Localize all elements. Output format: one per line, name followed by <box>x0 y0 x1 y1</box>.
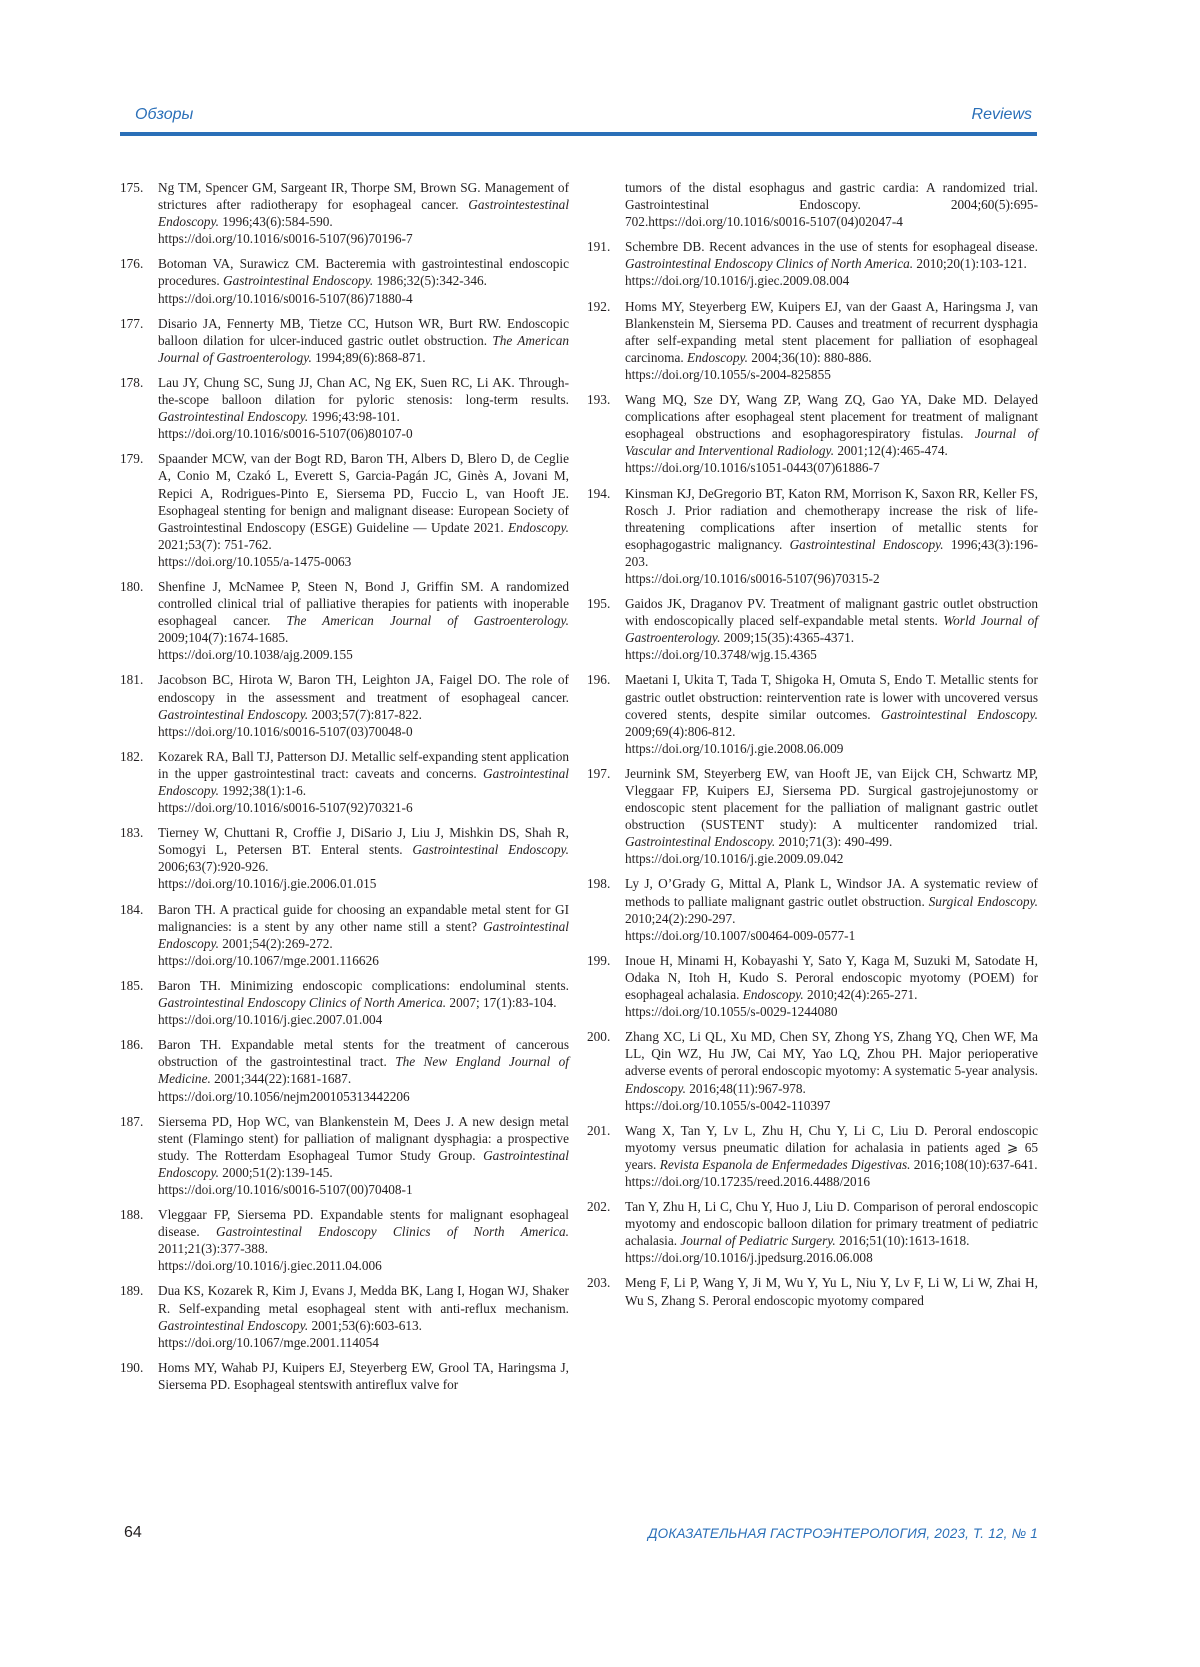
reference-item <box>120 374 569 442</box>
reference-item <box>587 765 1038 868</box>
reference-journal: Journal of Pediatric Surgery. <box>680 1233 836 1249</box>
page-number: 64 <box>124 1524 142 1541</box>
reference-citation: Tierney W, Chuttani R, Croffie J, DiSario J, Liu J, Mishkin DS, Shah R, Somogyi L, Petersen BT. Enteral stents. <box>158 825 569 858</box>
reference-journal: Gastrointestinal Endoscopy. <box>625 834 776 850</box>
reference-citation: Tan Y, Zhu H, Li C, Chu Y, Huo J, Liu D. Comparison of peroral endoscopic myotomy and endoscopic balloon dilation for primary treatment of pediatric achalasia. <box>625 1199 1038 1249</box>
reference-item <box>120 901 569 969</box>
reference-citation: Schembre DB. Recent advances in the use of stents for esophageal disease. <box>625 239 1038 255</box>
reference-doi-link[interactable]: https://doi.org/10.1016/j.giec.2007.01.004 <box>158 1012 383 1028</box>
reference-doi-link[interactable]: https://doi.org/10.1016/s0016-5107(03)70048-0 <box>158 723 413 739</box>
reference-item <box>587 875 1038 943</box>
reference-citation: Shenfine J, McNamee P, Steen N, Bond J, Griffin SM. A randomized controlled clinical trial of palliative therapies for patients with inoperable esophageal cancer. <box>158 578 569 629</box>
reference-journal: Endoscopy. <box>742 987 804 1003</box>
reference-details: 2011;21(3):377-388. <box>158 1241 268 1257</box>
reference-citation: Gaidos JK, Draganov PV. Treatment of malignant gastric outlet obstruction with endoscopically placed self-expandable metal stents. <box>625 596 1038 629</box>
reference-details: 2009;15(35):4365-4371. <box>723 630 855 646</box>
reference-doi-link[interactable]: https://doi.org/10.1055/s-0042-110397 <box>625 1097 831 1113</box>
reference-journal: Gastrointestinal Endoscopy. <box>158 1317 309 1333</box>
reference-details: 2001;53(6):603-613. <box>311 1317 422 1333</box>
header-section-en: Reviews <box>971 106 1032 123</box>
reference-doi-link[interactable]: https://doi.org/10.1016/j.gie.2009.09.042 <box>625 851 844 867</box>
reference-citation: Lau JY, Chung SC, Sung JJ, Chan AC, Ng EK, Suen RC, Li AK. Through-the-scope balloon dilation for pyloric stenosis: long-term results. <box>158 374 569 408</box>
reference-doi-link[interactable]: https://doi.org/10.1016/j.giec.2011.04.006 <box>158 1258 382 1274</box>
journal-issue: ДОКАЗАТЕЛЬНАЯ ГАСТРОЭНТЕРОЛОГИЯ, 2023, Т. 12, № 1 <box>647 1526 1038 1541</box>
reference-doi-link[interactable]: https://doi.org/10.1016/s0016-5107(04)02047-4 <box>648 214 903 230</box>
references-right-list <box>587 238 1038 1308</box>
reference-details: 2001;54(2):269-272. <box>222 935 333 951</box>
reference-journal: The New England Journal of Medicine. <box>158 1054 570 1087</box>
reference-details: 1994;89(6):868-871. <box>315 349 426 365</box>
reference-details: 2001;12(4):465-474. <box>837 443 948 459</box>
reference-doi-link[interactable]: https://doi.org/10.17235/reed.2016.4488/2016 <box>625 1173 870 1189</box>
reference-journal: Gastrointestinal Endoscopy. <box>222 273 374 289</box>
reference-number: 179. <box>120 451 144 467</box>
reference-journal: Gastrointestinal Endoscopy. <box>789 536 944 552</box>
reference-journal: Gastrointestinal Endoscopy Clinics of North America. <box>625 256 914 272</box>
reference-doi-link[interactable]: https://doi.org/10.1016/j.gie.2006.01.015 <box>158 876 377 892</box>
reference-citation: Ly J, O’Grady G, Mittal A, Plank L, Windsor JA. A systematic review of methods to palliate malignant gastric outlet obstruction. <box>625 876 1038 909</box>
reference-number: 181. <box>120 672 144 688</box>
reference-item <box>120 450 569 570</box>
reference-item <box>587 1122 1038 1190</box>
reference-number: 190. <box>120 1359 144 1375</box>
reference-continuation: tumors of the distal esophagus and gastric cardia: A randomized trial. Gastrointestinal Endoscopy. 2004;60(5):695-702.https://doi.org/10.1016/s0016-5107(04)02047-4 <box>625 180 1039 230</box>
reference-citation: Zhang XC, Li QL, Xu MD, Chen SY, Zhong YS, Zhang YQ, Chen WF, Ma LL, Qin WZ, Hu JW, Cai MY, Yao LQ, Zhou PH. Major perioperative adverse events of peroral endoscopic myotomy: A systematic 5-year analysis. <box>625 1029 1038 1079</box>
reference-citation: Homs MY, Steyerberg EW, Kuipers EJ, van der Gaast A, Haringsma J, van Blankenstein M, Siersema PD. Causes and treatment of recurrent dysphagia after self-expanding metal stent placement for palliation of esophageal carcinoma. <box>625 298 1038 365</box>
reference-number: 193. <box>587 392 611 408</box>
reference-details: 1996;43:98-101. <box>311 409 400 425</box>
reference-number: 199. <box>587 952 611 968</box>
reference-details: 2003;57(7):817-822. <box>311 706 422 722</box>
reference-journal: Gastrointestinal Endoscopy. <box>158 1147 570 1180</box>
reference-citation: Inoue H, Minami H, Kobayashi Y, Sato Y, Kaga M, Suzuki M, Satodate H, Odaka N, Itoh H, Kudo S. Peroral endoscopic myotomy (POEM) for esophageal achalasia. <box>625 952 1038 1003</box>
reference-citation: Wang X, Tan Y, Lv L, Zhu H, Chu Y, Li C, Liu D. Peroral endoscopic myotomy versus pneumatic dilation for achalasia in patients aged ⩾ 65 years. <box>625 1122 1038 1172</box>
reference-number: 196. <box>587 672 611 688</box>
reference-citation: Vleggaar FP, Siersema PD. Expandable stents for malignant esophageal disease. <box>158 1207 569 1240</box>
reference-journal: The American Journal of Gastroenterology. <box>286 613 570 629</box>
reference-journal: Endoscopy. <box>687 349 748 365</box>
reference-journal: Gastrointestinal Endoscopy. <box>158 409 309 425</box>
reference-number: 188. <box>120 1207 144 1223</box>
reference-doi-link[interactable]: https://doi.org/10.1067/mge.2001.114054 <box>158 1334 379 1350</box>
reference-doi-link[interactable]: https://doi.org/10.1016/j.gie.2008.06.009 <box>625 740 844 756</box>
reference-number: 194. <box>587 485 611 501</box>
reference-journal: Endoscopy. <box>508 519 569 535</box>
reference-number: 197. <box>587 765 611 781</box>
reference-number: 198. <box>587 876 611 892</box>
reference-doi-link[interactable]: https://doi.org/10.1016/j.jpedsurg.2016.06.008 <box>625 1250 873 1266</box>
reference-details: 1996;43(6):584-590. <box>222 214 333 230</box>
reference-journal: Journal of Vascular and Interventional Radiology. <box>625 426 1039 459</box>
reference-journal: Gastrointestinal Endoscopy Clinics of North America. <box>158 995 447 1011</box>
reference-details: 2010;20(1):103-121. <box>916 256 1027 272</box>
reference-item <box>120 671 569 739</box>
reference-item <box>120 748 569 816</box>
reference-journal: Gastrointestinal Endoscopy. <box>412 842 570 858</box>
reference-number: 191. <box>587 239 611 255</box>
reference-journal: The American Journal of Gastroenterology. <box>158 332 569 365</box>
reference-details: 2010;42(4):265-271. <box>807 987 918 1003</box>
reference-number: 195. <box>587 596 611 612</box>
reference-citation: Wang MQ, Sze DY, Wang ZP, Wang ZQ, Gao YA, Dake MD. Delayed complications after esophageal stent placement for treatment of malignant esophageal obstructions and esophagorespiratory fistulas. <box>625 392 1038 442</box>
reference-details: 1992;38(1):1-6. <box>222 783 307 798</box>
reference-doi-link[interactable]: https://doi.org/10.3748/wjg.15.4365 <box>625 647 817 663</box>
reference-journal: Gastrointestinal Endoscopy. <box>158 706 309 722</box>
reference-number: 200. <box>587 1029 611 1045</box>
reference-details: 2010;71(3): 490-499. <box>778 834 893 850</box>
reference-number: 192. <box>587 298 611 314</box>
reference-journal: Revista Espanola de Enfermedades Digestivas. <box>659 1156 911 1172</box>
reference-number: 202. <box>587 1199 611 1215</box>
reference-citation: Ng TM, Spencer GM, Sargeant IR, Thorpe SM, Brown SG. Management of strictures after radiotherapy for esophageal cancer. <box>158 180 569 213</box>
reference-item <box>587 391 1038 476</box>
reference-details: 2001;344(22):1681-1687. <box>214 1071 352 1087</box>
reference-item <box>120 315 569 366</box>
reference-item <box>587 595 1038 663</box>
reference-number: 186. <box>120 1037 144 1053</box>
reference-details: 2016;51(10):1613-1618. <box>839 1233 970 1249</box>
reference-item <box>120 824 569 892</box>
reference-item <box>587 1028 1038 1113</box>
reference-item <box>120 1282 569 1350</box>
reference-number: 203. <box>587 1275 611 1291</box>
reference-doi-link[interactable]: https://doi.org/10.1016/s0016-5107(96)70315-2 <box>625 570 880 586</box>
reference-citation: Homs MY, Wahab PJ, Kuipers EJ, Steyerberg EW, Grool TA, Haringsma J, Siersema PD. Esophageal stentswith antireflux valve for <box>158 1359 569 1392</box>
reference-journal: Gastrointestinal Endoscopy. <box>880 706 1039 722</box>
reference-item <box>120 1113 569 1198</box>
reference-journal: Gastrointestinal Endoscopy Clinics of North America. <box>216 1224 570 1240</box>
reference-details: 2006;63(7):920-926. <box>158 859 269 875</box>
reference-citation: Kozarek RA, Ball TJ, Patterson DJ. Metallic self-expanding stent application in the upper gastrointestinal tract: caveats and concerns. <box>158 748 569 781</box>
reference-item <box>587 485 1038 588</box>
reference-item <box>587 671 1038 756</box>
reference-journal: Gastrointestestinal Endoscopy. <box>158 197 570 230</box>
reference-doi-link[interactable]: https://doi.org/10.1056/nejm200105313442206 <box>158 1088 410 1104</box>
reference-details: 2010;24(2):290-297. <box>625 910 736 926</box>
reference-citation: Jacobson BC, Hirota W, Baron TH, Leighton JA, Faigel DO. The role of endoscopy in the assessment and treatment of esophageal cancer. <box>158 672 569 705</box>
reference-item <box>120 977 569 1028</box>
reference-item <box>120 255 569 306</box>
reference-number: 189. <box>120 1283 144 1299</box>
reference-citation: Baron TH. Minimizing endoscopic complications: endoluminal stents. <box>158 977 569 993</box>
reference-journal: Surgical Endoscopy. <box>928 893 1039 909</box>
reference-citation: Meng F, Li P, Wang Y, Ji M, Wu Y, Yu L, Niu Y, Lv F, Li W, Li W, Zhai H, Wu S, Zhang S. Peroral endoscopic myotomy compared <box>625 1275 1038 1308</box>
reference-doi-link[interactable]: https://doi.org/10.1016/s0016-5107(92)70321-6 <box>158 800 413 816</box>
reference-details: 1986;32(5):342-346. <box>376 273 487 289</box>
header-section-ru: Обзоры <box>135 106 194 123</box>
reference-journal: Gastrointestinal Endoscopy. <box>158 918 569 951</box>
reference-doi-link[interactable]: https://doi.org/10.1038/ajg.2009.155 <box>158 647 353 663</box>
reference-number: 187. <box>120 1113 144 1129</box>
reference-doi-link[interactable]: https://doi.org/10.1016/s0016-5107(86)71880-4 <box>158 290 413 306</box>
reference-item <box>120 1206 569 1274</box>
reference-doi-link[interactable]: https://doi.org/10.1055/s-0029-1244080 <box>625 1004 838 1020</box>
reference-item <box>587 238 1038 289</box>
reference-item <box>120 179 569 247</box>
reference-citation: Botoman VA, Surawicz CM. Bacteremia with gastrointestinal endoscopic procedures. <box>158 256 569 289</box>
reference-item <box>587 952 1038 1020</box>
reference-doi-link[interactable]: https://doi.org/10.1016/s0016-5107(00)70408-1 <box>158 1181 413 1197</box>
reference-citation: Jeurnink SM, Steyerberg EW, van Hooft JE, van Eijck CH, Schwartz MP, Vleggaar FP, Kuipers EJ, Siersema PD. Surgical gastrojejunostomy or endoscopic stent placement for the palliation of malignant gastric outlet obstruction (SUSTENT study): A multicenter randomized trial. <box>625 765 1038 833</box>
reference-citation: Dua KS, Kozarek R, Kim J, Evans J, Medda BK, Lang I, Hogan WJ, Shaker R. Self-expanding metal esophageal stent with anti-reflux mechanism. <box>158 1283 569 1316</box>
reference-number: 201. <box>587 1122 611 1138</box>
reference-doi-link[interactable]: https://doi.org/10.1055/s-2004-825855 <box>625 366 831 382</box>
reference-details: 2007; 17(1):83-104. <box>449 995 557 1011</box>
reference-item <box>587 1198 1038 1266</box>
reference-details: 2016;48(11):967-978. <box>689 1080 806 1096</box>
references-right-column <box>587 179 1038 1317</box>
reference-journal: Gastrointestinal Endoscopy. <box>158 765 569 798</box>
reference-citation: Spaander MCW, van der Bogt RD, Baron TH, Albers D, Blero D, de Ceglie A, Conio M, Czakó L, Everett S, Garcia-Pagán JC, Ginès A, Jovani M, Repici A, Rodrigues-Pinto E, Siersema PD, Fuccio L, van Hooft JE. Esophageal stenting for benign and malignant disease: European Society of Gastrointestinal Endoscopy (ESGE) Guideline — Update 2021. <box>158 451 569 535</box>
reference-doi-link[interactable]: https://doi.org/10.1007/s00464-009-0577-1 <box>625 927 856 943</box>
reference-details: 2004;36(10): 880-886. <box>751 349 872 365</box>
reference-number: 177. <box>120 315 144 331</box>
reference-citation: Baron TH. A practical guide for choosing an expandable metal stent for GI malignancies: is a stent by any other name still a stent? <box>158 901 569 934</box>
reference-citation: Maetani I, Ukita T, Tada T, Shigoka H, Omuta S, Endo T. Metallic stents for gastric outlet obstruction: reintervention rate is lower with uncovered versus covered stents, despite similar outcomes. <box>625 672 1038 722</box>
reference-number: 180. <box>120 578 144 594</box>
reference-journal: Endoscopy. <box>625 1080 686 1096</box>
reference-item <box>120 1359 569 1393</box>
reference-citation: Kinsman KJ, DeGregorio BT, Katon RM, Morrison K, Saxon RR, Keller FS, Rosch J. Prior radiation and chemotherapy increase the risk of life-threatening complications after insertion of metallic stents for esophagogastric malignancy. <box>625 485 1038 552</box>
reference-doi-link[interactable]: https://doi.org/10.1016/j.giec.2009.08.004 <box>625 273 850 289</box>
references-left-column <box>120 179 569 1401</box>
reference-number: 182. <box>120 748 144 764</box>
reference-citation: Siersema PD, Hop WC, van Blankenstein M, Dees J. A new design metal stent (Flamingo stent) for palliation of malignant dysphagia: a prospective study. The Rotterdam Esophageal Tumor Study Group. <box>158 1113 569 1163</box>
running-header <box>120 106 1037 136</box>
reference-doi-link[interactable]: https://doi.org/10.1016/s0016-5107(96)70196-7 <box>158 231 413 247</box>
reference-journal: World Journal of Gastroenterology. <box>625 613 1038 646</box>
reference-doi-link[interactable]: https://doi.org/10.1016/s1051-0443(07)61886-7 <box>625 460 880 476</box>
reference-doi-link[interactable]: https://doi.org/10.1016/s0016-5107(06)80107-0 <box>158 426 413 442</box>
reference-doi-link[interactable]: https://doi.org/10.1055/a-1475-0063 <box>158 553 352 569</box>
reference-citation: Disario JA, Fennerty MB, Tietze CC, Hutson WR, Burt RW. Endoscopic balloon dilation for ulcer-induced gastric outlet obstruction. <box>158 315 569 348</box>
reference-details: 2000;51(2):139-145. <box>222 1164 333 1180</box>
reference-number: 175. <box>120 180 144 195</box>
reference-number: 184. <box>120 901 144 917</box>
reference-details: 2021;53(7): 751-762. <box>158 536 272 552</box>
reference-number: 176. <box>120 256 144 272</box>
reference-details: 2016;108(10):637-641. <box>913 1156 1038 1172</box>
reference-item <box>587 1274 1038 1308</box>
reference-item <box>587 298 1038 383</box>
reference-details: 2009;104(7):1674-1685. <box>158 630 289 646</box>
reference-number: 178. <box>120 374 144 390</box>
reference-item <box>120 1036 569 1104</box>
reference-number: 183. <box>120 825 144 841</box>
reference-details: 1996;43(3):196-203. <box>625 536 1039 569</box>
reference-citation: Baron TH. Expandable metal stents for the treatment of cancerous obstruction of the gastrointestinal tract. <box>158 1037 569 1070</box>
reference-item <box>120 578 569 663</box>
reference-details: 2009;69(4):806-812. <box>625 723 736 739</box>
reference-doi-link[interactable]: https://doi.org/10.1067/mge.2001.116626 <box>158 952 379 968</box>
reference-number: 185. <box>120 977 144 993</box>
